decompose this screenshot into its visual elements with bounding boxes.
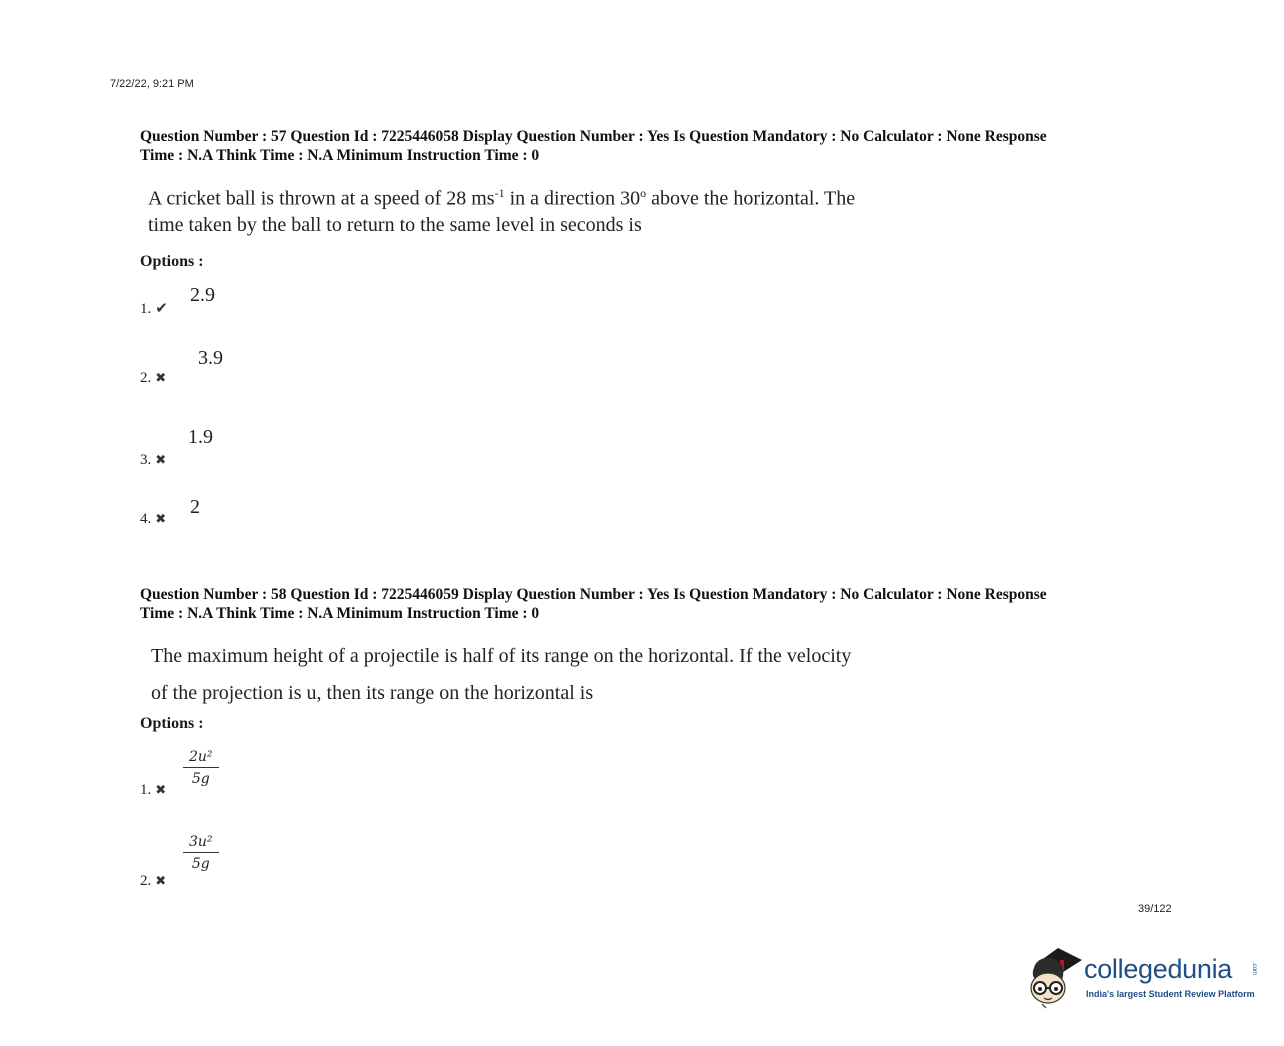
option-value: 2.9 [190, 284, 215, 306]
question-text-line: A cricket ball is thrown at a speed of 28 $ms^{-1}$ in a direction 30$^o$ above the horizontal. The [148, 186, 856, 210]
question-text-line: time taken by the ball to return to the same level in seconds is [148, 213, 642, 236]
correct-check-icon: ✔ [155, 301, 168, 317]
wrong-cross-icon: ✖ [155, 511, 167, 526]
option-number: 4. ✖ [140, 511, 167, 527]
print-timestamp: 7/22/22, 9:21 PM [110, 78, 194, 90]
question-58-meta [140, 585, 1170, 623]
brand-suffix: .com [1251, 962, 1257, 976]
fraction-denominator: 5g [191, 771, 210, 787]
option-number: 2. ✖ [140, 370, 167, 386]
option-value: 1.9 [188, 426, 213, 448]
option-fraction [183, 834, 219, 872]
fraction-numerator: 2u² [183, 749, 219, 768]
question-58-text [151, 638, 951, 712]
fraction-denominator: 5g [191, 856, 210, 872]
page-number: 39/122 [1138, 903, 1172, 915]
option-number: 1. ✖ [140, 782, 167, 798]
wrong-cross-icon: ✖ [155, 873, 167, 888]
question-57-text [148, 180, 948, 238]
wrong-cross-icon: ✖ [155, 370, 167, 385]
options-label: Options : [140, 715, 204, 732]
wrong-cross-icon: ✖ [155, 782, 167, 797]
option-fraction [183, 749, 219, 787]
fraction-numerator: 3u² [183, 834, 219, 853]
options-label: Options : [140, 253, 204, 270]
option-number: 3. ✖ [140, 452, 167, 468]
option-number: 2. ✖ [140, 873, 167, 889]
collegedunia-logo [1022, 938, 1262, 1010]
question-meta-line: Time : N.A Think Time : N.A Minimum Instruction Time : 0 [140, 605, 540, 622]
question-57-meta [140, 127, 1170, 165]
question-text-line: of the projection is u, then its range on the horizontal is [151, 682, 594, 704]
option-value: 3.9 [198, 347, 223, 369]
option-number: 1. ✔ [140, 301, 168, 317]
question-meta-line: Question Number : 57 Question Id : 7225446058 Display Question Number : Yes Is Question Mandatory : No Calculator : None Response [140, 128, 1047, 145]
wrong-cross-icon: ✖ [155, 452, 167, 467]
brand-name: collegedunia [1084, 954, 1233, 984]
question-meta-line: Question Number : 58 Question Id : 7225446059 Display Question Number : Yes Is Question Mandatory : No Calculator : None Response [140, 586, 1047, 603]
question-meta-line: Time : N.A Think Time : N.A Minimum Instruction Time : 0 [140, 147, 540, 164]
brand-tagline: India's largest Student Review Platform [1086, 989, 1255, 999]
option-value: 2 [190, 496, 200, 518]
mascot-icon [1022, 938, 1084, 1010]
question-text-line: The maximum height of a projectile is half of its range on the horizontal. If the velocity [151, 645, 852, 667]
